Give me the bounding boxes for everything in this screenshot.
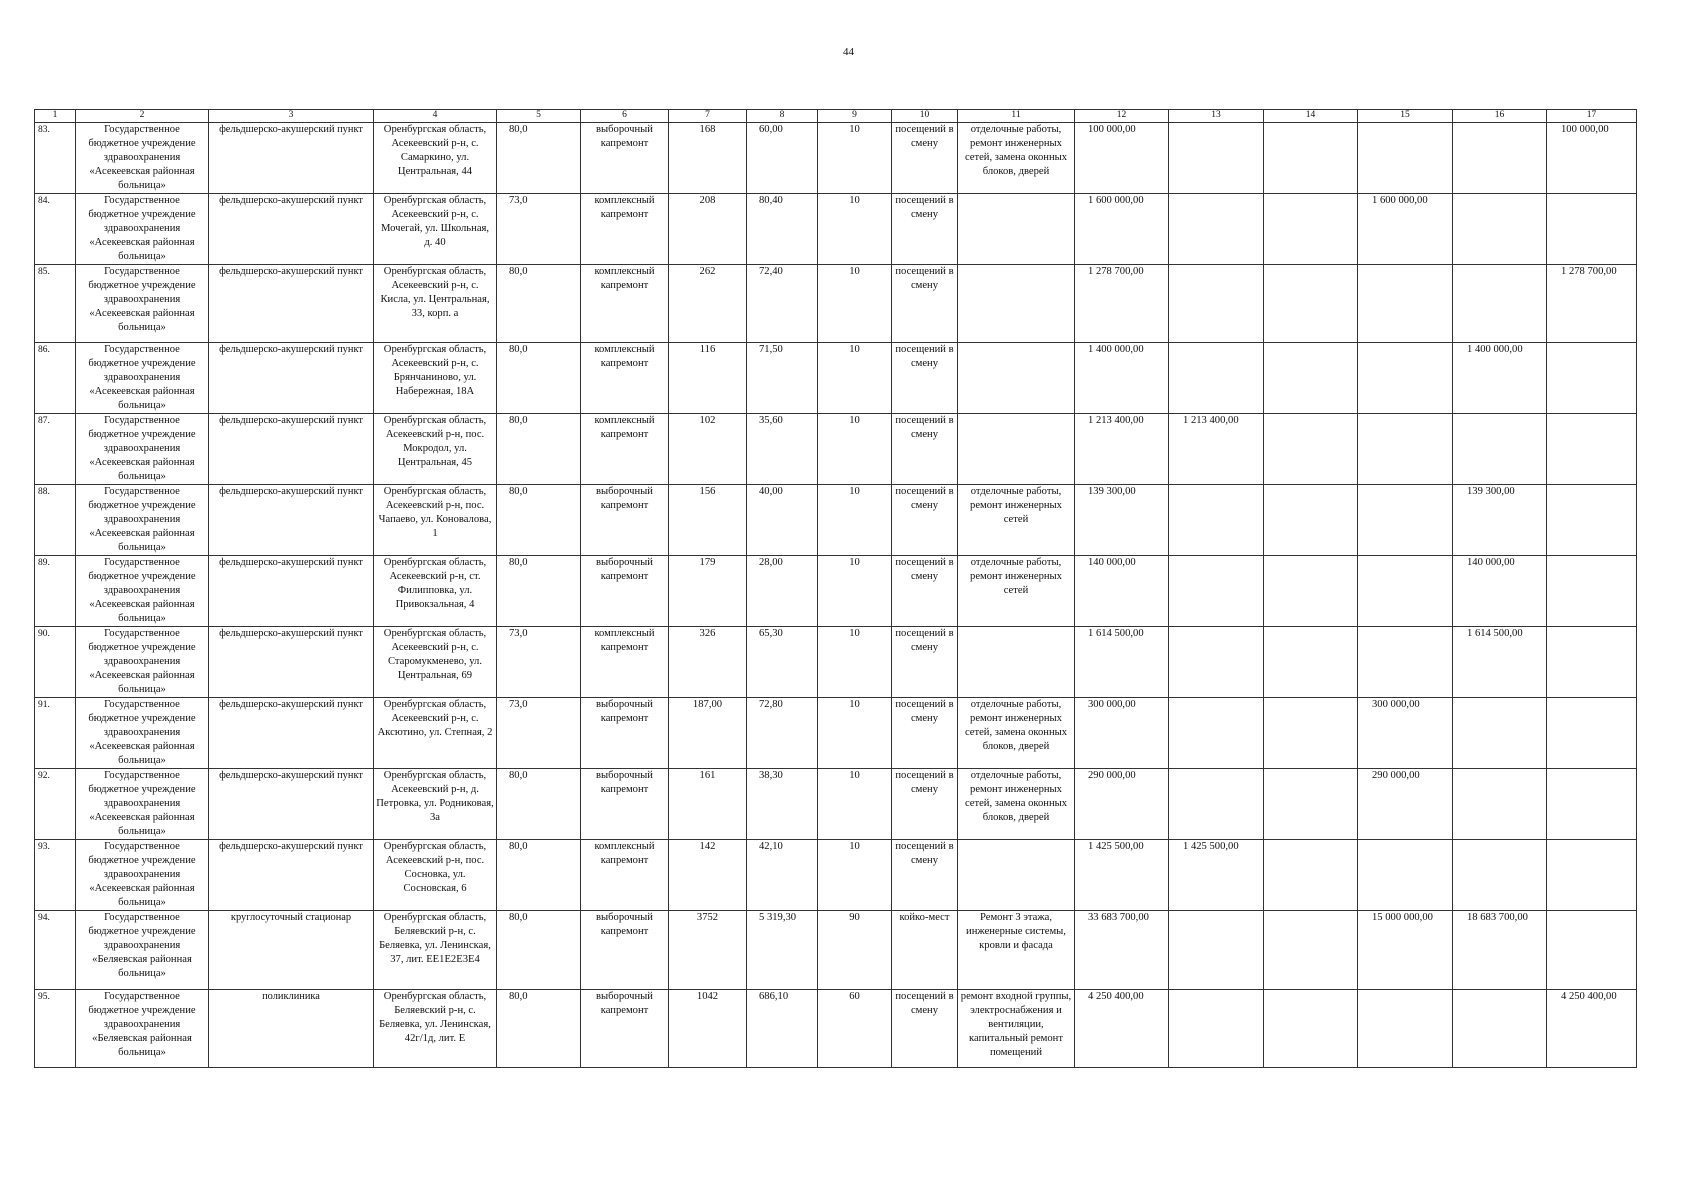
repair-kind: комплексный капремонт [581, 840, 669, 911]
repair-kind: комплексный капремонт [581, 627, 669, 698]
column-number: 12 [1075, 110, 1169, 123]
table-row [35, 556, 1637, 627]
wear-percent: 80,0 [497, 990, 581, 1068]
cost-column-14 [1264, 911, 1358, 990]
works-description [958, 840, 1075, 911]
cost-column-16 [1453, 840, 1547, 911]
column-number: 17 [1547, 110, 1637, 123]
cost-column-13 [1169, 343, 1264, 414]
total-cost: 300 000,00 [1075, 698, 1169, 769]
facility-address: Оренбургская область, Беляевский р-н, с. Беляевка, ул. Ленинская, 42г/1д, лит. Е [374, 990, 497, 1068]
cost-column-13 [1169, 627, 1264, 698]
capacity-count: 10 [818, 194, 892, 265]
organization-name: Государственное бюджетное учреждение здравоохранения «Асекеевская районная больница» [76, 769, 209, 840]
column-number: 1 [35, 110, 76, 123]
table-row [35, 123, 1637, 194]
capacity-value: 161 [669, 769, 747, 840]
cost-column-14 [1264, 485, 1358, 556]
works-description: отделочные работы, ремонт инженерных сетей, замена оконных блоков, дверей [958, 123, 1075, 194]
capital-repair-table [34, 109, 1637, 1068]
capacity-value: 187,00 [669, 698, 747, 769]
column-number: 5 [497, 110, 581, 123]
capacity-count: 10 [818, 414, 892, 485]
cost-column-15 [1358, 123, 1453, 194]
capacity-count: 10 [818, 265, 892, 343]
cost-column-16: 1 400 000,00 [1453, 343, 1547, 414]
cost-column-17 [1547, 343, 1637, 414]
organization-name: Государственное бюджетное учреждение здравоохранения «Асекеевская районная больница» [76, 627, 209, 698]
area-value: 40,00 [747, 485, 818, 556]
capacity-value: 208 [669, 194, 747, 265]
works-description: отделочные работы, ремонт инженерных сетей [958, 556, 1075, 627]
capacity-value: 3752 [669, 911, 747, 990]
cost-column-13: 1 213 400,00 [1169, 414, 1264, 485]
works-description: Ремонт 3 этажа, инженерные системы, кровли и фасада [958, 911, 1075, 990]
capacity-count: 10 [818, 556, 892, 627]
capacity-count: 90 [818, 911, 892, 990]
cost-column-16: 140 000,00 [1453, 556, 1547, 627]
cost-column-17 [1547, 414, 1637, 485]
area-value: 35,60 [747, 414, 818, 485]
facility-address: Оренбургская область, Беляевский р-н, с. Беляевка, ул. Ленинская, 37, лит. ЕЕ1Е2Е3Е4 [374, 911, 497, 990]
cost-column-16 [1453, 123, 1547, 194]
facility-address: Оренбургская область, Асекеевский р-н, д. Петровка, ул. Родниковая, 3а [374, 769, 497, 840]
facility-address: Оренбургская область, Асекеевский р-н, пос. Чапаево, ул. Коновалова, 1 [374, 485, 497, 556]
cost-column-16: 139 300,00 [1453, 485, 1547, 556]
cost-column-16 [1453, 194, 1547, 265]
column-number: 10 [892, 110, 958, 123]
total-cost: 139 300,00 [1075, 485, 1169, 556]
repair-kind: выборочный капремонт [581, 123, 669, 194]
area-value: 80,40 [747, 194, 818, 265]
cost-column-13 [1169, 769, 1264, 840]
wear-percent: 73,0 [497, 627, 581, 698]
works-description [958, 265, 1075, 343]
capacity-unit: посещений в смену [892, 414, 958, 485]
area-value: 686,10 [747, 990, 818, 1068]
total-cost: 1 400 000,00 [1075, 343, 1169, 414]
capacity-unit: койко-мест [892, 911, 958, 990]
organization-name: Государственное бюджетное учреждение здравоохранения «Асекеевская районная больница» [76, 414, 209, 485]
organization-name: Государственное бюджетное учреждение здравоохранения «Асекеевская районная больница» [76, 840, 209, 911]
capacity-value: 1042 [669, 990, 747, 1068]
wear-percent: 73,0 [497, 194, 581, 265]
cost-column-16: 18 683 700,00 [1453, 911, 1547, 990]
works-description [958, 414, 1075, 485]
capacity-unit: посещений в смену [892, 123, 958, 194]
facility-address: Оренбургская область, Асекеевский р-н, с. Мочегай, ул. Школьная, д. 40 [374, 194, 497, 265]
works-description [958, 194, 1075, 265]
cost-column-17 [1547, 698, 1637, 769]
organization-name: Государственное бюджетное учреждение здравоохранения «Беляевская районная больница» [76, 911, 209, 990]
column-number: 4 [374, 110, 497, 123]
capacity-value: 116 [669, 343, 747, 414]
wear-percent: 80,0 [497, 123, 581, 194]
cost-column-15 [1358, 265, 1453, 343]
cost-column-14 [1264, 698, 1358, 769]
cost-column-15: 1 600 000,00 [1358, 194, 1453, 265]
cost-column-17: 1 278 700,00 [1547, 265, 1637, 343]
table-row [35, 911, 1637, 990]
cost-column-15 [1358, 343, 1453, 414]
column-number: 3 [209, 110, 374, 123]
repair-kind: выборочный капремонт [581, 990, 669, 1068]
row-number: 93. [35, 840, 76, 911]
facility-type: фельдшерско-акушерский пункт [209, 123, 374, 194]
organization-name: Государственное бюджетное учреждение здравоохранения «Асекеевская районная больница» [76, 123, 209, 194]
capacity-unit: посещений в смену [892, 343, 958, 414]
facility-address: Оренбургская область, Асекеевский р-н, пос. Мокродол, ул. Центральная, 45 [374, 414, 497, 485]
capacity-unit: посещений в смену [892, 265, 958, 343]
facility-type: поликлиника [209, 990, 374, 1068]
wear-percent: 80,0 [497, 265, 581, 343]
facility-type: фельдшерско-акушерский пункт [209, 769, 374, 840]
table-row [35, 627, 1637, 698]
organization-name: Государственное бюджетное учреждение здравоохранения «Асекеевская районная больница» [76, 265, 209, 343]
cost-column-17 [1547, 769, 1637, 840]
cost-column-15 [1358, 627, 1453, 698]
cost-column-17 [1547, 911, 1637, 990]
works-description [958, 627, 1075, 698]
facility-address: Оренбургская область, Асекеевский р-н, с. Кисла, ул. Центральная, 33, корп. а [374, 265, 497, 343]
cost-column-15 [1358, 485, 1453, 556]
repair-kind: выборочный капремонт [581, 769, 669, 840]
facility-type: фельдшерско-акушерский пункт [209, 485, 374, 556]
area-value: 65,30 [747, 627, 818, 698]
total-cost: 1 425 500,00 [1075, 840, 1169, 911]
facility-type: фельдшерско-акушерский пункт [209, 265, 374, 343]
total-cost: 100 000,00 [1075, 123, 1169, 194]
total-cost: 33 683 700,00 [1075, 911, 1169, 990]
cost-column-14 [1264, 556, 1358, 627]
cost-column-13 [1169, 194, 1264, 265]
facility-type: фельдшерско-акушерский пункт [209, 556, 374, 627]
total-cost: 1 600 000,00 [1075, 194, 1169, 265]
table-row [35, 414, 1637, 485]
row-number: 84. [35, 194, 76, 265]
facility-type: фельдшерско-акушерский пункт [209, 194, 374, 265]
row-number: 86. [35, 343, 76, 414]
cost-column-15: 15 000 000,00 [1358, 911, 1453, 990]
cost-column-17 [1547, 840, 1637, 911]
works-description [958, 343, 1075, 414]
facility-type: фельдшерско-акушерский пункт [209, 343, 374, 414]
cost-column-14 [1264, 343, 1358, 414]
cost-column-15 [1358, 840, 1453, 911]
organization-name: Государственное бюджетное учреждение здравоохранения «Асекеевская районная больница» [76, 556, 209, 627]
area-value: 60,00 [747, 123, 818, 194]
cost-column-13 [1169, 911, 1264, 990]
wear-percent: 80,0 [497, 769, 581, 840]
facility-address: Оренбургская область, Асекеевский р-н, ст. Филипповка, ул. Привокзальная, 4 [374, 556, 497, 627]
repair-kind: выборочный капремонт [581, 556, 669, 627]
cost-column-13 [1169, 698, 1264, 769]
facility-type: фельдшерско-акушерский пункт [209, 698, 374, 769]
area-value: 72,80 [747, 698, 818, 769]
table-row [35, 769, 1637, 840]
row-number: 85. [35, 265, 76, 343]
area-value: 42,10 [747, 840, 818, 911]
capacity-unit: посещений в смену [892, 698, 958, 769]
capacity-value: 168 [669, 123, 747, 194]
row-number: 91. [35, 698, 76, 769]
total-cost: 4 250 400,00 [1075, 990, 1169, 1068]
repair-kind: комплексный капремонт [581, 343, 669, 414]
row-number: 83. [35, 123, 76, 194]
row-number: 94. [35, 911, 76, 990]
total-cost: 1 213 400,00 [1075, 414, 1169, 485]
repair-kind: выборочный капремонт [581, 911, 669, 990]
capacity-unit: посещений в смену [892, 194, 958, 265]
table-row [35, 990, 1637, 1068]
capacity-count: 10 [818, 698, 892, 769]
cost-column-17 [1547, 485, 1637, 556]
cost-column-14 [1264, 414, 1358, 485]
column-number: 6 [581, 110, 669, 123]
wear-percent: 80,0 [497, 911, 581, 990]
cost-column-14 [1264, 627, 1358, 698]
capacity-count: 10 [818, 840, 892, 911]
cost-column-14 [1264, 990, 1358, 1068]
page-number: 44 [843, 46, 854, 58]
capacity-count: 60 [818, 990, 892, 1068]
cost-column-16 [1453, 769, 1547, 840]
capacity-unit: посещений в смену [892, 990, 958, 1068]
table-row [35, 840, 1637, 911]
cost-column-15 [1358, 556, 1453, 627]
total-cost: 1 614 500,00 [1075, 627, 1169, 698]
capacity-unit: посещений в смену [892, 840, 958, 911]
column-number: 16 [1453, 110, 1547, 123]
cost-column-13 [1169, 123, 1264, 194]
works-description: отделочные работы, ремонт инженерных сетей, замена оконных блоков, дверей [958, 769, 1075, 840]
capacity-value: 262 [669, 265, 747, 343]
cost-column-16 [1453, 990, 1547, 1068]
table-body [35, 110, 1637, 1068]
repair-kind: комплексный капремонт [581, 194, 669, 265]
cost-column-13 [1169, 556, 1264, 627]
cost-column-17: 4 250 400,00 [1547, 990, 1637, 1068]
table-row [35, 265, 1637, 343]
cost-column-14 [1264, 123, 1358, 194]
cost-column-16: 1 614 500,00 [1453, 627, 1547, 698]
cost-column-17 [1547, 627, 1637, 698]
capacity-value: 142 [669, 840, 747, 911]
wear-percent: 80,0 [497, 414, 581, 485]
capacity-count: 10 [818, 627, 892, 698]
cost-column-14 [1264, 840, 1358, 911]
facility-address: Оренбургская область, Асекеевский р-н, пос. Сосновка, ул. Сосновская, 6 [374, 840, 497, 911]
capacity-count: 10 [818, 123, 892, 194]
capacity-value: 326 [669, 627, 747, 698]
wear-percent: 73,0 [497, 698, 581, 769]
row-number: 95. [35, 990, 76, 1068]
facility-address: Оренбургская область, Асекеевский р-н, с. Самаркино, ул. Центральная, 44 [374, 123, 497, 194]
total-cost: 140 000,00 [1075, 556, 1169, 627]
capacity-count: 10 [818, 485, 892, 556]
capacity-count: 10 [818, 343, 892, 414]
cost-column-16 [1453, 265, 1547, 343]
cost-column-14 [1264, 194, 1358, 265]
facility-type: фельдшерско-акушерский пункт [209, 627, 374, 698]
cost-column-17: 100 000,00 [1547, 123, 1637, 194]
total-cost: 1 278 700,00 [1075, 265, 1169, 343]
repair-kind: комплексный капремонт [581, 414, 669, 485]
cost-column-14 [1264, 265, 1358, 343]
organization-name: Государственное бюджетное учреждение здравоохранения «Асекеевская районная больница» [76, 698, 209, 769]
wear-percent: 80,0 [497, 485, 581, 556]
area-value: 28,00 [747, 556, 818, 627]
table-row [35, 698, 1637, 769]
cost-column-15: 300 000,00 [1358, 698, 1453, 769]
column-number: 9 [818, 110, 892, 123]
area-value: 72,40 [747, 265, 818, 343]
column-number: 2 [76, 110, 209, 123]
table-row [35, 485, 1637, 556]
organization-name: Государственное бюджетное учреждение здравоохранения «Асекеевская районная больница» [76, 343, 209, 414]
cost-column-17 [1547, 194, 1637, 265]
cost-column-13 [1169, 485, 1264, 556]
works-description: отделочные работы, ремонт инженерных сетей [958, 485, 1075, 556]
cost-column-15: 290 000,00 [1358, 769, 1453, 840]
organization-name: Государственное бюджетное учреждение здравоохранения «Беляевская районная больница» [76, 990, 209, 1068]
column-number-row [35, 110, 1637, 123]
cost-column-13 [1169, 990, 1264, 1068]
cost-column-15 [1358, 990, 1453, 1068]
wear-percent: 80,0 [497, 343, 581, 414]
capacity-unit: посещений в смену [892, 485, 958, 556]
cost-column-16 [1453, 414, 1547, 485]
facility-type: круглосуточный стационар [209, 911, 374, 990]
table-row [35, 343, 1637, 414]
row-number: 89. [35, 556, 76, 627]
area-value: 38,30 [747, 769, 818, 840]
works-description: ремонт входной группы, электроснабжения и вентиляции, капитальный ремонт помещений [958, 990, 1075, 1068]
column-number: 13 [1169, 110, 1264, 123]
capacity-unit: посещений в смену [892, 627, 958, 698]
capacity-value: 102 [669, 414, 747, 485]
wear-percent: 80,0 [497, 556, 581, 627]
area-value: 71,50 [747, 343, 818, 414]
area-value: 5 319,30 [747, 911, 818, 990]
capacity-unit: посещений в смену [892, 556, 958, 627]
row-number: 90. [35, 627, 76, 698]
capacity-count: 10 [818, 769, 892, 840]
facility-type: фельдшерско-акушерский пункт [209, 840, 374, 911]
wear-percent: 80,0 [497, 840, 581, 911]
cost-column-17 [1547, 556, 1637, 627]
cost-column-13 [1169, 265, 1264, 343]
organization-name: Государственное бюджетное учреждение здравоохранения «Асекеевская районная больница» [76, 194, 209, 265]
row-number: 92. [35, 769, 76, 840]
facility-address: Оренбургская область, Асекеевский р-н, с. Брянчаниново, ул. Набережная, 18А [374, 343, 497, 414]
cost-column-15 [1358, 414, 1453, 485]
table-row [35, 194, 1637, 265]
column-number: 8 [747, 110, 818, 123]
facility-type: фельдшерско-акушерский пункт [209, 414, 374, 485]
column-number: 14 [1264, 110, 1358, 123]
repair-kind: комплексный капремонт [581, 265, 669, 343]
facility-address: Оренбургская область, Асекеевский р-н, с. Старомукменево, ул. Центральная, 69 [374, 627, 497, 698]
repair-kind: выборочный капремонт [581, 485, 669, 556]
works-description: отделочные работы, ремонт инженерных сетей, замена оконных блоков, дверей [958, 698, 1075, 769]
capacity-unit: посещений в смену [892, 769, 958, 840]
cost-column-16 [1453, 698, 1547, 769]
repair-kind: выборочный капремонт [581, 698, 669, 769]
cost-column-14 [1264, 769, 1358, 840]
capacity-value: 179 [669, 556, 747, 627]
organization-name: Государственное бюджетное учреждение здравоохранения «Асекеевская районная больница» [76, 485, 209, 556]
cost-column-13: 1 425 500,00 [1169, 840, 1264, 911]
column-number: 7 [669, 110, 747, 123]
capacity-value: 156 [669, 485, 747, 556]
row-number: 88. [35, 485, 76, 556]
column-number: 11 [958, 110, 1075, 123]
row-number: 87. [35, 414, 76, 485]
total-cost: 290 000,00 [1075, 769, 1169, 840]
facility-address: Оренбургская область, Асекеевский р-н, с. Аксютино, ул. Степная, 2 [374, 698, 497, 769]
column-number: 15 [1358, 110, 1453, 123]
